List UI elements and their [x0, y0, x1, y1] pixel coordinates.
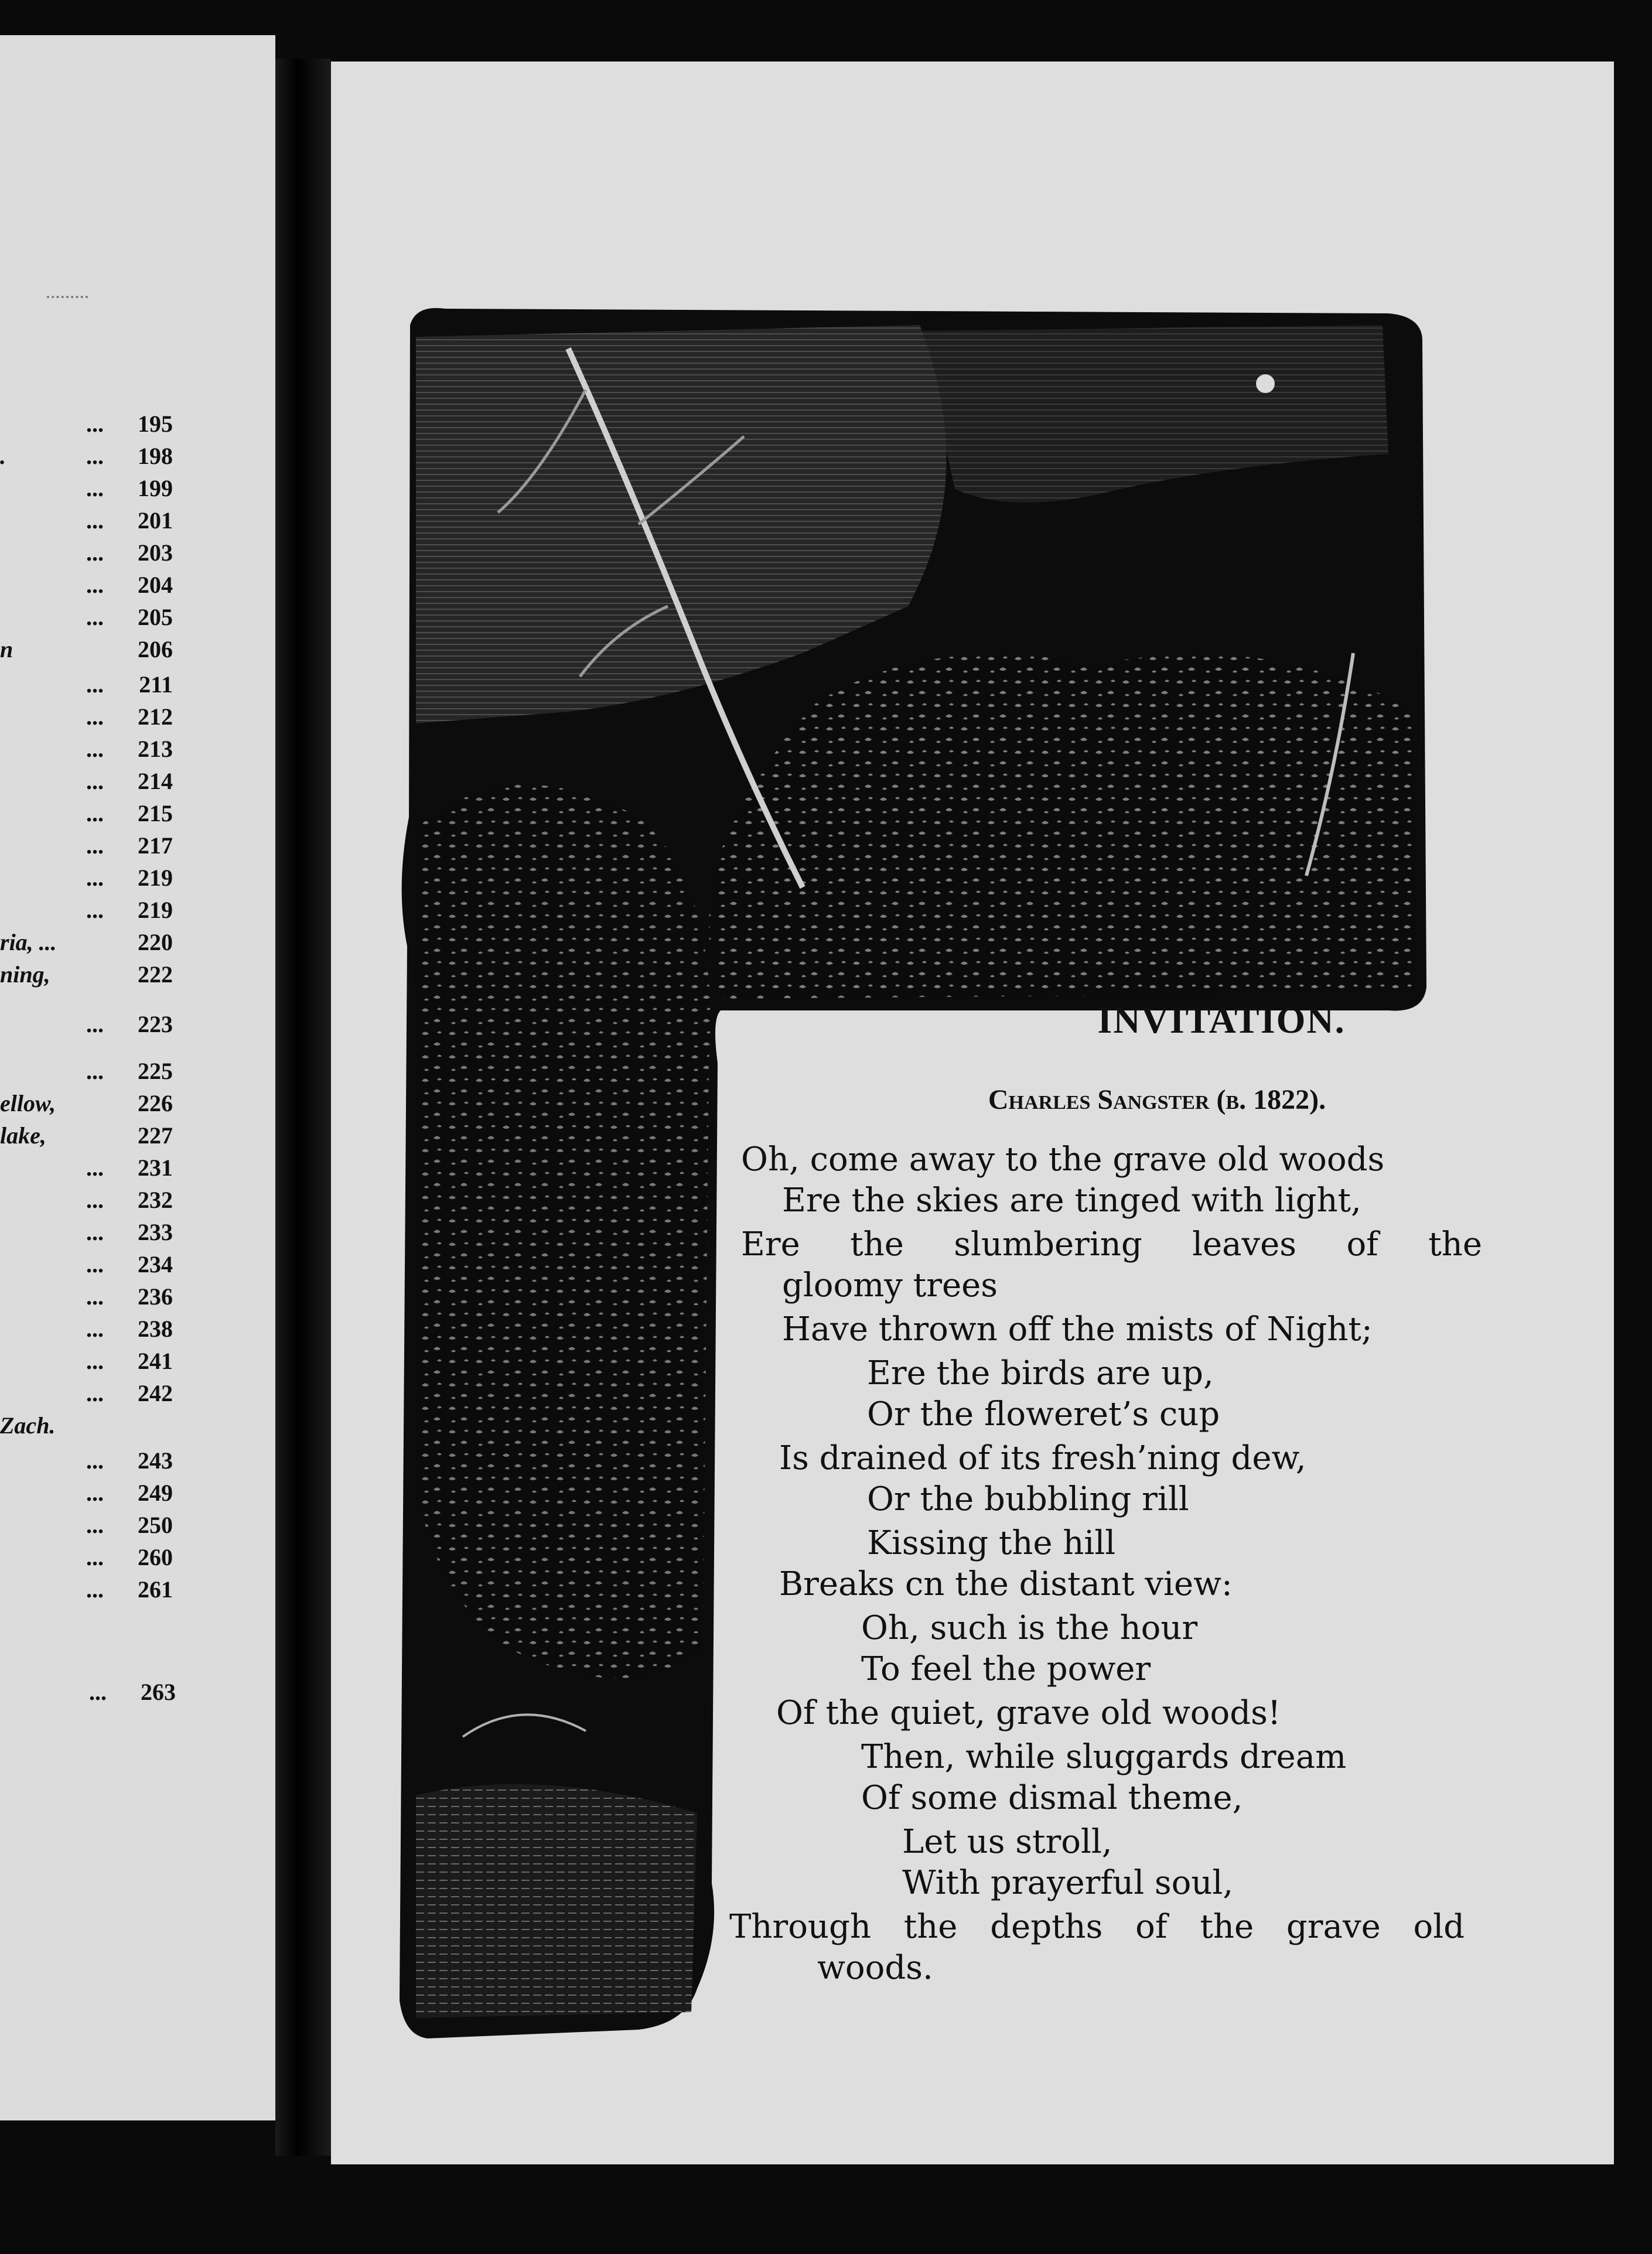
contents-entry [0, 1315, 173, 1347]
page-number: 234 [138, 1251, 173, 1278]
page-number: 263 [141, 1679, 176, 1705]
page-number: 203 [138, 539, 173, 566]
contents-entry [0, 1347, 173, 1379]
dot-leader: ... [86, 507, 104, 534]
page-number: 213 [138, 736, 173, 762]
page-number: 220 [138, 929, 173, 955]
contents-entry [0, 735, 173, 767]
dot-leader: ... [86, 1348, 104, 1374]
page-number: 223 [138, 1011, 173, 1037]
poem-line: Is drained of its fresh’ning dew, [779, 1439, 1306, 1477]
entry-title-fragment: ria, ... [0, 929, 57, 955]
contents-entry [0, 703, 173, 735]
dot-leader: ... [86, 1155, 104, 1181]
page-number: 204 [138, 572, 173, 598]
entry-title-fragment: ellow, [0, 1090, 56, 1116]
contents-entry [0, 1447, 173, 1478]
page-number: 242 [138, 1380, 173, 1406]
contents-entry [0, 1576, 173, 1607]
dot-leader: ... [86, 1512, 104, 1538]
page-number: 241 [138, 1348, 173, 1374]
poem-line: To feel the power [861, 1650, 1151, 1688]
poem-line: With prayerful soul, [902, 1864, 1234, 1902]
poem-line: Breaks cn the distant view: [779, 1565, 1233, 1603]
contents-entry [0, 896, 173, 928]
page-number: 201 [138, 507, 173, 534]
page-number: 211 [139, 671, 173, 698]
poem-line: Of some dismal theme, [861, 1779, 1243, 1817]
contents-entry [0, 1186, 173, 1218]
dot-leader: ... [86, 800, 104, 827]
poem-line: woods. [817, 1949, 933, 1987]
dot-leader: ... [86, 1480, 104, 1506]
poem [331, 62, 1614, 2164]
page-number: 250 [138, 1512, 173, 1538]
dot-leader: ... [86, 865, 104, 891]
page-number: 226 [138, 1090, 173, 1116]
page-number: 249 [138, 1480, 173, 1506]
entry-title-fragment: Zach. [0, 1412, 56, 1439]
contents-entry [0, 832, 173, 863]
poem-line: Ere the birds are up, [867, 1354, 1214, 1392]
contents-entry [0, 928, 173, 960]
dot-leader: ... [86, 539, 104, 566]
contents-entry [0, 571, 173, 603]
dot-leader: ... [86, 1380, 104, 1406]
page-number: 206 [138, 636, 173, 662]
contents-entry [0, 1543, 173, 1575]
page-number: 198 [138, 443, 173, 469]
contents-entry [0, 961, 173, 992]
contents-entry [0, 1122, 173, 1153]
poem-line: Through the depths of the grave old [729, 1908, 1465, 1946]
dot-leader: ... [86, 1316, 104, 1342]
poem-line: Kissing the hill [867, 1524, 1116, 1562]
dot-leader: ... [86, 1283, 104, 1310]
contents-entry [0, 636, 173, 667]
page-number: 227 [138, 1122, 173, 1149]
dot-leader: ... [86, 411, 104, 437]
contents-entry [0, 800, 173, 831]
contents-entry [0, 1283, 173, 1314]
dot-leader: ... [86, 1544, 104, 1570]
entry-title-fragment: ning, [0, 961, 50, 988]
poem-line: Oh, such is the hour [861, 1609, 1198, 1647]
dot-leader: ... [86, 1187, 104, 1213]
dot-leader: ... [86, 1447, 104, 1474]
contents-entry [0, 1010, 173, 1042]
page-number: 214 [138, 768, 173, 794]
left-facing-page [0, 35, 275, 2120]
dot-leader: ... [89, 1679, 107, 1705]
dot-leader: ... [86, 604, 104, 630]
contents-entry [0, 864, 173, 896]
poem-line: Ere the skies are tinged with light, [782, 1181, 1361, 1220]
entry-title-fragment: n [0, 636, 13, 662]
entry-title-fragment: . [0, 443, 6, 469]
page-number: 233 [138, 1219, 173, 1245]
contents-entry [0, 1218, 173, 1250]
contents-entry [0, 1678, 176, 1710]
page-number: 261 [138, 1576, 173, 1603]
dot-leader: ... [86, 832, 104, 859]
contents-entry [0, 603, 173, 635]
page-number: 205 [138, 604, 173, 630]
contents-entry [0, 1057, 173, 1089]
dot-leader: ... [86, 1219, 104, 1245]
dot-leader: ... [86, 703, 104, 730]
dot-leader: ... [86, 475, 104, 501]
contents-entry [0, 539, 173, 571]
poem-line: Of the quiet, grave old woods! [776, 1694, 1281, 1732]
page-number: 236 [138, 1283, 173, 1310]
dot-leader: ... [86, 768, 104, 794]
poem-line: Let us stroll, [902, 1823, 1112, 1861]
poem-title: INVITATION. [1097, 999, 1346, 1041]
page-number: 238 [138, 1316, 173, 1342]
dot-leader: ... [86, 736, 104, 762]
contents-entry [0, 1251, 173, 1282]
entry-title-fragment: lake, [0, 1122, 46, 1149]
page-number: 243 [138, 1447, 173, 1474]
contents-entry [0, 442, 173, 474]
contents-entry [0, 767, 173, 799]
poem-line: Have thrown off the mists of Night; [782, 1310, 1373, 1348]
poem-line: Oh, come away to the grave old woods [741, 1140, 1385, 1179]
dot-leader: ... [86, 1251, 104, 1278]
main-page [331, 62, 1614, 2164]
dot-leader: ... [86, 1576, 104, 1603]
contents-entry [0, 410, 173, 442]
dot-leader: ... [86, 572, 104, 598]
contents-entry [0, 1154, 173, 1186]
page-number: 232 [138, 1187, 173, 1213]
contents-entry [0, 474, 173, 506]
contents-entry [0, 1090, 173, 1121]
contents-entry [0, 507, 173, 538]
dotted-rule [47, 296, 88, 298]
contents-entry [0, 1379, 173, 1411]
dot-leader: ... [86, 1058, 104, 1084]
poem-author: Charles Sangster (b. 1822). [988, 1084, 1326, 1115]
dot-leader: ... [86, 1011, 104, 1037]
book-gutter [275, 59, 331, 2156]
contents-entry [0, 1479, 173, 1511]
page-number: 260 [138, 1544, 173, 1570]
page-number: 215 [138, 800, 173, 827]
poem-line: gloomy trees [782, 1266, 998, 1304]
page-number: 195 [138, 411, 173, 437]
dot-leader: ... [86, 443, 104, 469]
page-number: 217 [138, 832, 173, 859]
contents-entry [0, 671, 173, 702]
poem-line: Or the bubbling rill [867, 1480, 1189, 1518]
poem-line: Then, while sluggards dream [861, 1738, 1347, 1776]
dot-leader: ... [86, 897, 104, 923]
poem-line: Ere the slumbering leaves of the [741, 1225, 1482, 1263]
poem-line: Or the floweret’s cup [867, 1395, 1220, 1433]
dot-leader: ... [86, 671, 104, 698]
page-number: 219 [138, 865, 173, 891]
page-number: 212 [138, 703, 173, 730]
page-number: 231 [138, 1155, 173, 1181]
page-number: 199 [138, 475, 173, 501]
page-number: 225 [138, 1058, 173, 1084]
page-number: 222 [138, 961, 173, 988]
contents-entry [0, 1412, 173, 1443]
contents-entry [0, 1511, 173, 1543]
page-number: 219 [138, 897, 173, 923]
